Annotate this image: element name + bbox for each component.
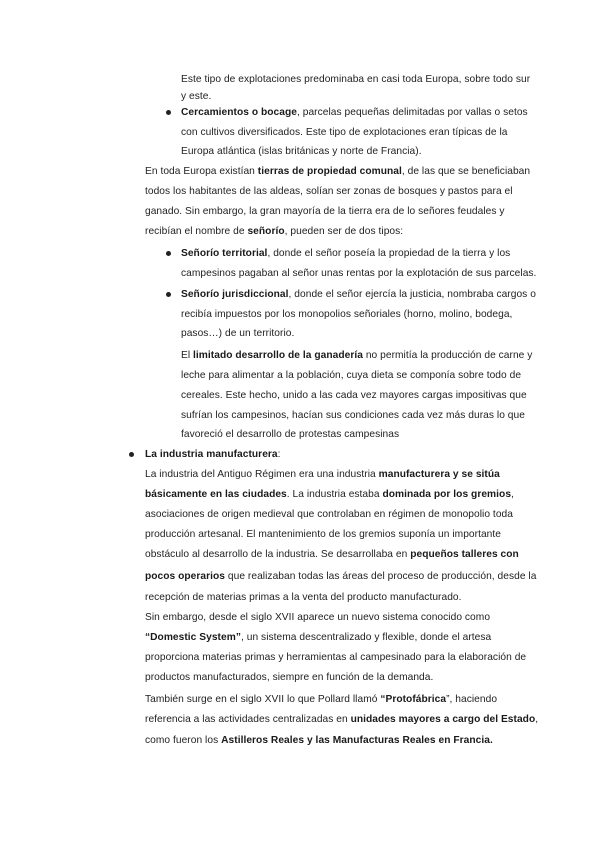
bold-text: pocos operarios — [145, 571, 226, 582]
text-line: producción artesanal. El mantenimiento de los gremios suponía un importante — [145, 529, 501, 540]
text-line: referencia a las actividades centralizadas en unidades mayores a cargo del Estado, — [145, 714, 539, 725]
text-line: En toda Europa existían tierras de propiedad comunal, de las que se beneficiaban — [145, 166, 531, 177]
text-line: pasos…) de un territorio. — [181, 328, 295, 339]
text-line: productos manufacturados, siempre en función de la demanda. — [145, 672, 434, 683]
text-line: y este. — [181, 91, 212, 102]
bold-text: La industria manufacturera — [145, 449, 278, 460]
bold-text: Señorío jurisdiccional — [181, 289, 289, 300]
text-line: Señorío territorial, donde el señor poseía la propiedad de la tierra y los — [181, 248, 511, 259]
bold-text: Astilleros Reales y las Manufacturas Reales en Francia. — [221, 735, 493, 746]
bullet-icon — [129, 452, 134, 457]
text-line: Sin embargo, desde el siglo XVII aparece un nuevo sistema conocido como — [145, 612, 491, 623]
text-line: recibía impuestos por los monopolios señoriales (horno, molino, bodega, — [181, 309, 513, 320]
text-line: favoreció el desarrollo de protestas campesinas — [181, 429, 400, 440]
section-heading: La industria manufacturera: — [145, 449, 281, 460]
text-line: todos los habitantes de las aldeas, solían ser zonas de bosques y pastos para el — [145, 186, 513, 197]
text-line: Cercamientos o bocage, parcelas pequeñas delimitadas por vallas o setos — [181, 107, 528, 118]
bold-text: manufacturera y se sitúa — [378, 469, 500, 480]
bold-text: pequeños talleres con — [410, 549, 519, 560]
text-line: La industria del Antiguo Régimen era una industria manufacturera y se sitúa — [145, 469, 500, 480]
bold-text: “Domestic System” — [145, 632, 241, 643]
text-line: Señorío jurisdiccional, donde el señor ejercía la justicia, nombraba cargos o — [181, 289, 536, 300]
bold-text: limitado desarrollo de la ganadería — [193, 350, 363, 361]
text-line: asociaciones de origen medieval que controlaban en régimen de monopolio toda — [145, 509, 513, 520]
text-line: También surge en el siglo XVII lo que Pollard llamó “Protofábrica”, haciendo — [145, 694, 498, 705]
text-line: ganado. Sin embargo, la gran mayoría de la tierra era de lo señores feudales y — [145, 206, 505, 217]
text-line: leche para alimentar a la población, cuya dieta se componía sobre todo de — [181, 370, 522, 381]
bullet-icon — [166, 292, 171, 297]
text-line: campesinos pagaban al señor unas rentas por la explotación de sus parcelas. — [181, 268, 537, 279]
text-line: proporciona materias primas y herramientas al campesinado para la elaboración de — [145, 652, 527, 663]
text-line: recepción de materias primas a la venta del producto manufacturado. — [145, 592, 462, 603]
text-line: Europa atlántica (islas británicas y norte de Francia). — [181, 146, 422, 157]
text-line: sufrían los campesinos, hacían sus condiciones cada vez más duras lo que — [181, 410, 525, 421]
bold-text: Señorío territorial — [181, 248, 268, 259]
text-line: recibían el nombre de señorío, pueden ser de dos tipos: — [145, 226, 404, 237]
text-line: pocos operarios que realizaban todas las áreas del proceso de producción, desde la — [145, 571, 537, 582]
bullet-icon — [166, 251, 171, 256]
text-line: como fueron los Astilleros Reales y las Manufacturas Reales en Francia. — [145, 735, 493, 746]
bold-text: tierras de propiedad comunal — [257, 166, 402, 177]
bullet-icon — [166, 110, 171, 115]
bold-text: dominada por los gremios — [382, 489, 512, 500]
text-line: Este tipo de explotaciones predominaba en casi toda Europa, sobre todo sur — [181, 74, 531, 85]
text-line: cereales. Este hecho, unido a las cada vez mayores cargas impositivas que — [181, 390, 527, 401]
text-line: “Domestic System”, un sistema descentralizado y flexible, donde el artesa — [145, 632, 492, 643]
text-line: básicamente en las ciudades. La industria estaba dominada por los gremios, — [145, 489, 514, 500]
text-line: El limitado desarrollo de la ganadería no permitía la producción de carne y — [181, 350, 533, 361]
bold-text: Cercamientos o bocage — [181, 107, 297, 118]
text-line: con cultivos diversificados. Este tipo de explotaciones eran típicas de la — [181, 127, 508, 138]
bold-text: señorío — [247, 226, 285, 237]
bold-text: básicamente en las ciudades — [145, 489, 287, 500]
bold-text: unidades mayores a cargo del Estado — [350, 714, 536, 725]
bold-text: “Protofábrica — [380, 694, 447, 705]
text-line: obstáculo al desarrollo de la industria. Se desarrollaba en pequeños talleres con — [145, 549, 519, 560]
